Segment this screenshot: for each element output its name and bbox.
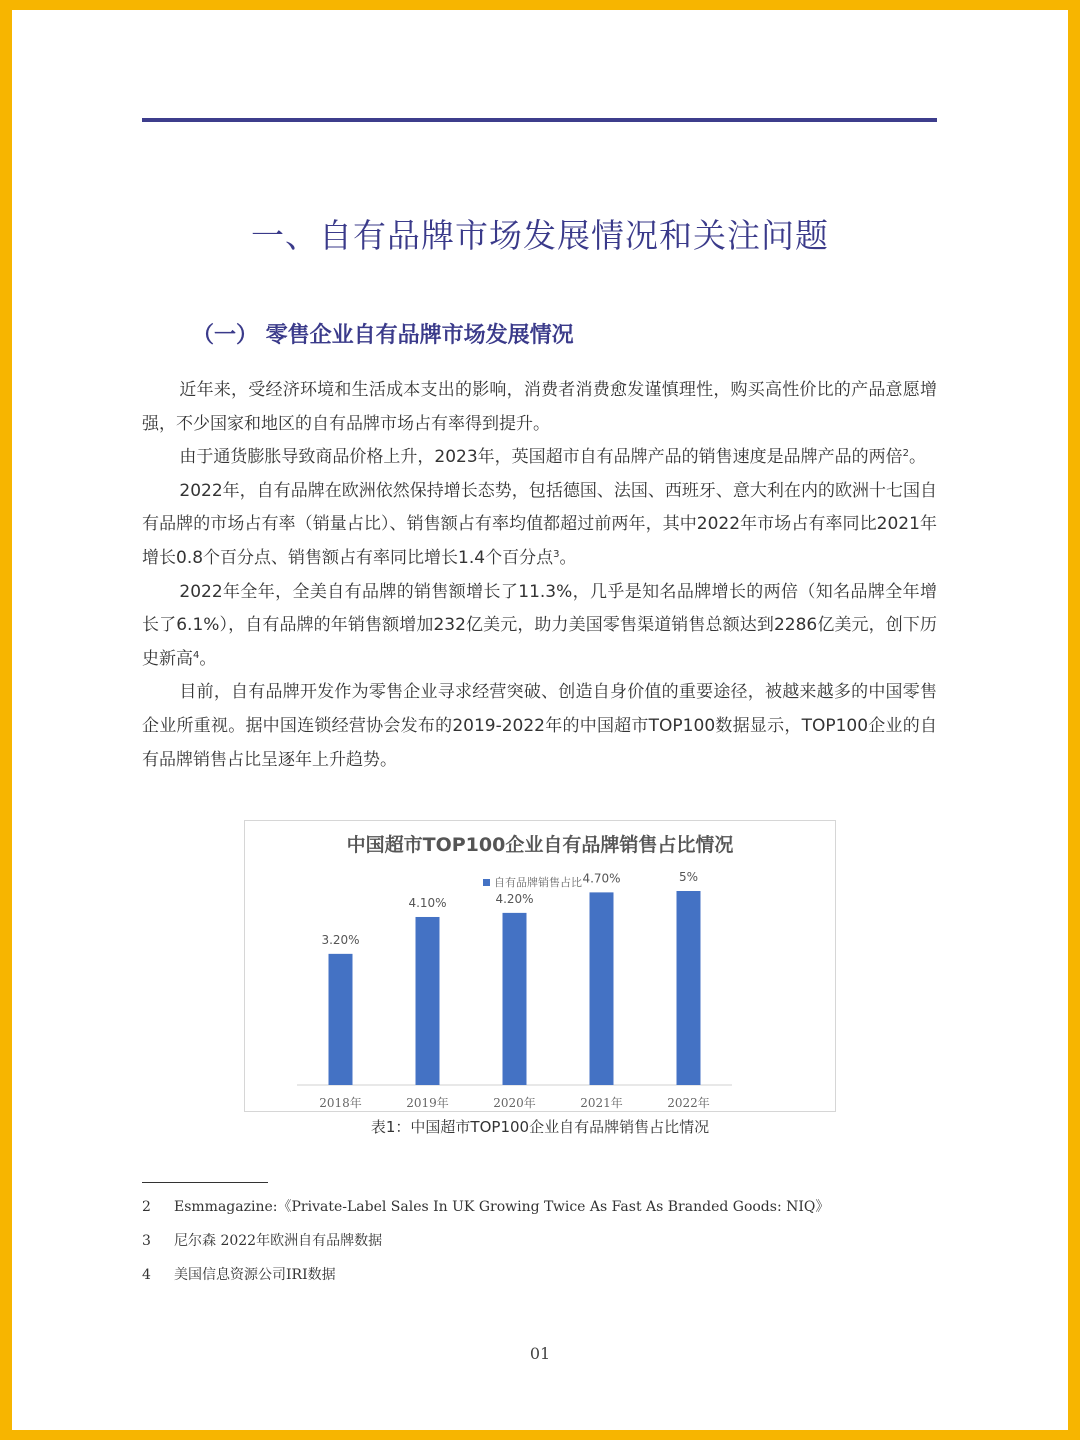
document-page [12,10,1068,1430]
paragraph: 2022年全年，全美自有品牌的销售额增长了11.3%，几乎是知名品牌增长的两倍（知名品牌全年增长了6.1%），自有品牌的年销售额增加232亿美元，助力美国零售渠道销售总额达到2286亿美元，创下历史新高$^4$。 [142,581,937,669]
bar-chart [244,820,836,1112]
data-label: 4.70% [582,871,621,886]
bar [677,891,701,1085]
data-label: 4.20% [495,891,534,906]
page-title: 一、自有品牌市场发展情况和关注问题 [251,216,829,255]
paragraph: 近年来，受经济环境和生活成本支出的影响，消费者消费愈发谨慎理性，购买高性价比的产品意愿增强，不少国家和地区的自有品牌市场占有率得到提升。 [142,380,937,434]
chart-title: 中国超市TOP100企业自有品牌销售占比情况 [346,834,734,856]
x-tick-label: 2020年 [493,1096,536,1110]
data-label: 5% [678,870,699,884]
footnote-item: 3 尼尔森 2022年欧洲自有品牌数据 [142,1233,383,1249]
footnote-item: 4 美国信息资源公司IRI数据 [142,1267,336,1283]
data-label: 3.20% [321,932,360,947]
footnote-item: 2 Esmmagazine:《Private-Label Sales In UK Growing Twice As Fast As Branded Goods: NIQ》 [142,1199,830,1215]
bar [503,913,527,1085]
footnote-ref[interactable]: 3 [553,548,560,560]
x-tick-label: 2022年 [667,1096,710,1110]
x-tick-label: 2021年 [580,1096,623,1110]
bar [329,954,353,1085]
paragraph: 目前，自有品牌开发作为零售企业寻求经营突破、创造自身价值的重要途径，被越来越多的中国零售企业所重视。据中国连锁经营协会发布的2019-2022年的中国超市TOP100数据显示，TOP100企业的自有品牌销售占比呈逐年上升趋势。 [142,682,937,770]
body-text [142,374,937,777]
header-rule [142,118,937,122]
footnote-ref[interactable]: 4 [193,649,200,661]
page-number: 01 [529,1344,551,1363]
legend-label: 自有品牌销售占比 [494,876,582,889]
section-title: （一） 零售企业自有品牌市场发展情况 [192,323,574,348]
paragraph: 2022年，自有品牌在欧洲依然保持增长态势，包括德国、法国、西班牙、意大利在内的欧洲十七国自有品牌的市场占有率（销量占比）、销售额占有率均值都超过前两年，其中2022年市场占有率同比2021年增长0.8个百分点、销售额占有率同比增长1.4个百分点$^3$。 [142,480,937,568]
footnote-ref[interactable]: 2 [902,448,910,460]
paragraph: 由于通货膨胀导致商品价格上升，2023年，英国超市自有品牌产品的销售速度是品牌产品的两倍$^2$。 [179,447,927,468]
x-tick-label: 2018年 [319,1096,362,1110]
figure-caption: 表1：中国超市TOP100企业自有品牌销售占比情况 [370,1118,710,1136]
footnotes [142,1190,942,1292]
bar [590,892,614,1085]
legend-swatch [483,879,490,886]
x-tick-label: 2019年 [406,1096,449,1110]
chart-canvas [245,821,835,1111]
bar [416,917,440,1085]
footnote-rule [142,1182,268,1183]
data-label: 4.10% [408,895,447,910]
